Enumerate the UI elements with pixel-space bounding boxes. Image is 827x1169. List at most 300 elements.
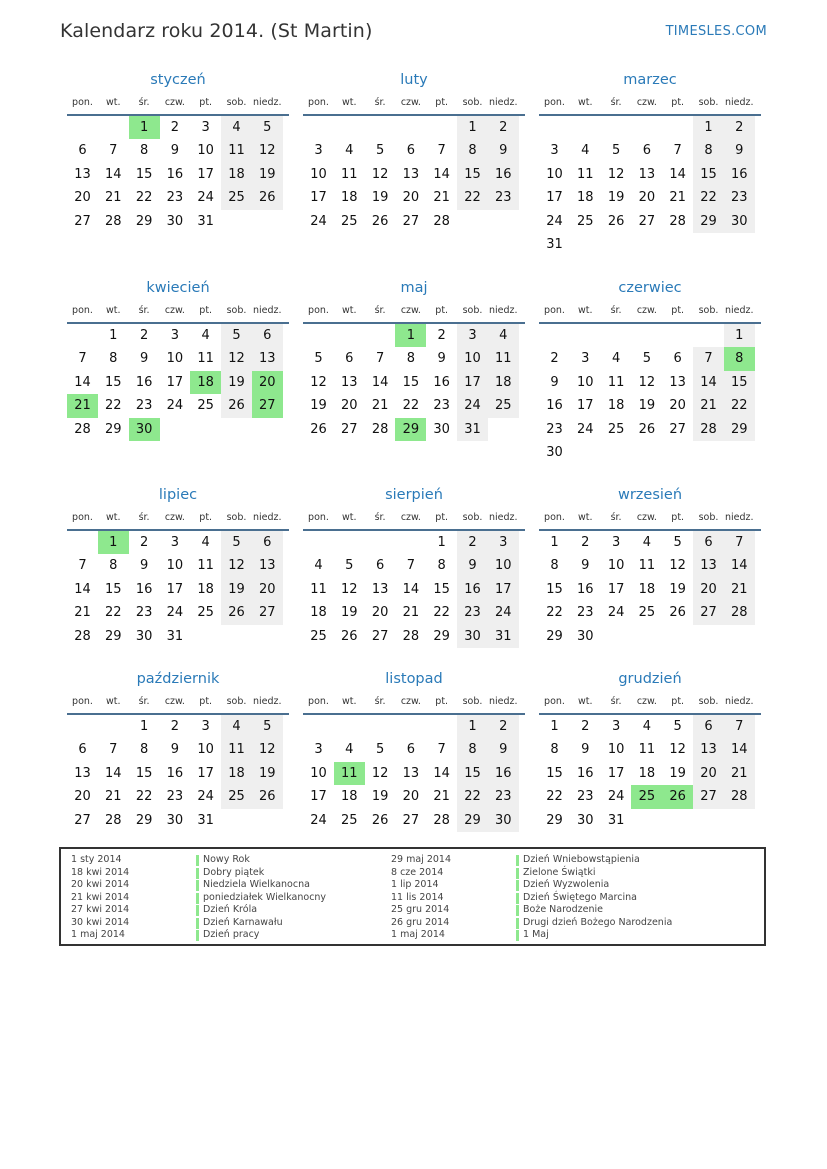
weekday-header: sob.	[698, 305, 719, 316]
day-cell: 30	[546, 445, 563, 460]
day-cell: 24	[310, 213, 327, 229]
day-cell: 16	[166, 765, 184, 781]
legend-date: 1 maj 2014	[391, 929, 445, 940]
weekday-header: pt.	[199, 305, 213, 316]
day-cell: 16	[488, 762, 519, 785]
legend-marker	[516, 918, 519, 929]
weekday-header: śr.	[138, 97, 150, 108]
day-cell: 29	[546, 812, 563, 828]
day-cell: 20	[252, 371, 283, 394]
day-cell: 29	[135, 213, 153, 229]
day-cell: 6	[345, 351, 354, 367]
day-cell: 18	[488, 371, 519, 394]
weekday-header: czw.	[400, 305, 421, 316]
day-cell: 21	[105, 789, 122, 805]
day-cell: 9	[139, 351, 149, 367]
day-cell: 27	[693, 785, 724, 808]
weekday-header: pt.	[435, 97, 449, 108]
day-cell: 14	[105, 765, 122, 781]
day-cell: 8	[139, 742, 149, 758]
day-cell: 14	[669, 166, 686, 182]
legend-date: 26 gru 2014	[391, 916, 450, 928]
day-cell: 14	[433, 765, 450, 781]
weekday-header: sob.	[698, 512, 719, 523]
day-cell: 20	[341, 398, 358, 414]
day-cell: 29	[457, 809, 488, 832]
weekday-header: śr.	[610, 305, 622, 316]
day-cell: 19	[341, 605, 358, 621]
day-cell: 22	[433, 605, 450, 621]
weekday-header: pon.	[308, 696, 329, 707]
day-cell: 26	[252, 785, 283, 808]
day-cell: 18	[638, 765, 656, 781]
day-cell: 10	[577, 374, 594, 390]
legend-marker	[196, 930, 199, 941]
day-cell: 3	[611, 719, 621, 734]
weekday-header: niedz.	[725, 305, 754, 316]
day-cell: 5	[314, 351, 323, 367]
day-cell: 27	[669, 421, 686, 437]
legend-holiday-name: Niedziela Wielkanocna	[203, 879, 310, 890]
weekday-header: pt.	[671, 305, 685, 316]
weekday-header: wt.	[106, 512, 121, 523]
day-cell: 28	[74, 628, 91, 644]
day-cell: 21	[433, 789, 450, 805]
day-cell: 9	[457, 554, 488, 577]
legend-holiday-name: Dzień pracy	[203, 929, 260, 940]
day-cell: 15	[457, 762, 488, 785]
day-cell: 27	[341, 421, 358, 437]
day-cell: 11	[221, 738, 252, 761]
day-cell: 2	[488, 715, 519, 738]
weekday-header: czw.	[164, 696, 185, 707]
legend-holiday-name: Dobry piątek	[203, 866, 265, 878]
day-cell: 24	[166, 398, 184, 414]
day-cell: 11	[341, 166, 358, 182]
day-cell: 26	[607, 213, 625, 229]
day-cell: 18	[341, 190, 358, 206]
day-cell: 8	[550, 558, 559, 574]
day-cell: 30	[577, 628, 594, 644]
day-cell: 27	[252, 601, 283, 624]
day-cell: 23	[135, 398, 153, 414]
day-cell: 3	[611, 535, 621, 550]
day-cell: 5	[252, 715, 283, 738]
day-cell: 12	[221, 554, 252, 577]
day-cell: 11	[197, 558, 214, 574]
day-cell: 1	[693, 116, 724, 139]
day-cell: 9	[170, 742, 180, 758]
day-cell: 12	[310, 374, 327, 390]
weekday-header: niedz.	[725, 696, 754, 707]
day-cell: 2	[581, 535, 590, 550]
page-title: Kalendarz roku 2014. (St Martin)	[60, 20, 373, 42]
weekday-header: wt.	[578, 696, 593, 707]
day-cell: 4	[221, 116, 252, 139]
day-cell: 8	[109, 351, 118, 367]
day-cell: 4	[345, 143, 354, 159]
day-cell: 3	[170, 328, 180, 343]
day-cell: 26	[252, 186, 283, 209]
day-cell: 19	[371, 789, 389, 805]
weekday-header: niedz.	[725, 512, 754, 523]
day-cell: 19	[607, 190, 625, 206]
month-name: lipiec	[158, 487, 198, 503]
day-cell: 27	[74, 213, 91, 229]
day-cell: 5	[611, 143, 621, 159]
day-cell: 30	[724, 210, 755, 233]
day-cell: 28	[724, 601, 755, 624]
day-cell: 22	[135, 190, 153, 206]
weekday-header: śr.	[374, 512, 386, 523]
day-cell: 27	[252, 394, 283, 417]
day-cell: 18	[341, 789, 358, 805]
day-cell: 15	[433, 581, 450, 597]
legend-marker	[196, 893, 199, 904]
day-cell: 7	[673, 143, 682, 159]
day-cell: 19	[310, 398, 327, 414]
weekday-header: śr.	[138, 512, 150, 523]
day-cell: 1	[457, 116, 488, 139]
day-cell: 1	[724, 324, 755, 347]
day-cell: 13	[74, 166, 91, 182]
day-cell: 28	[402, 628, 420, 644]
day-cell: 16	[488, 163, 519, 186]
day-cell: 12	[371, 166, 389, 182]
day-cell: 11	[638, 558, 656, 574]
day-cell: 10	[546, 166, 563, 182]
day-cell: 6	[406, 143, 416, 159]
day-cell: 9	[581, 558, 590, 574]
weekday-header: śr.	[374, 97, 386, 108]
weekday-header: pt.	[435, 696, 449, 707]
weekday-header: pt.	[199, 696, 213, 707]
day-cell: 3	[314, 742, 323, 758]
weekday-header: czw.	[636, 305, 657, 316]
day-cell: 20	[74, 789, 91, 805]
weekday-header: śr.	[374, 305, 386, 316]
day-cell: 17	[457, 371, 488, 394]
day-cell: 16	[433, 374, 450, 390]
day-cell: 24	[577, 421, 594, 437]
day-cell: 23	[724, 186, 755, 209]
day-cell: 22	[105, 398, 122, 414]
weekday-header: niedz.	[253, 305, 282, 316]
day-cell: 25	[197, 605, 214, 621]
day-cell: 8	[724, 347, 755, 370]
day-cell: 17	[488, 578, 519, 601]
month-name: luty	[400, 72, 428, 88]
legend-holiday-name: Zielone Świątki	[523, 866, 596, 878]
day-cell: 25	[607, 421, 625, 437]
day-cell: 1	[395, 324, 426, 347]
day-cell: 2	[139, 328, 149, 343]
day-cell: 7	[78, 351, 87, 367]
day-cell: 16	[166, 166, 184, 182]
day-cell: 9	[488, 139, 519, 162]
day-cell: 10	[310, 765, 327, 781]
day-cell: 1	[98, 531, 129, 554]
day-cell: 1	[129, 116, 160, 139]
day-cell: 25	[221, 186, 252, 209]
day-cell: 4	[345, 742, 354, 758]
weekday-header: pon.	[308, 97, 329, 108]
weekday-header: śr.	[610, 512, 622, 523]
day-cell: 5	[375, 742, 385, 758]
weekday-header: wt.	[342, 97, 357, 108]
day-cell: 2	[170, 120, 180, 135]
weekday-header: czw.	[400, 512, 421, 523]
day-cell: 12	[252, 139, 283, 162]
legend-holiday-name: Dzień Karnawału	[203, 916, 283, 928]
legend-marker	[516, 880, 519, 891]
day-cell: 5	[642, 351, 652, 367]
day-cell: 5	[252, 116, 283, 139]
day-cell: 11	[221, 139, 252, 162]
day-cell: 5	[221, 531, 252, 554]
day-cell: 17	[607, 581, 625, 597]
day-cell: 28	[74, 421, 91, 437]
day-cell: 7	[109, 742, 118, 758]
day-cell: 10	[310, 166, 327, 182]
day-cell: 26	[221, 394, 252, 417]
day-cell: 13	[371, 581, 389, 597]
weekday-header: śr.	[138, 305, 150, 316]
weekday-header: czw.	[164, 305, 185, 316]
day-cell: 20	[693, 578, 724, 601]
day-cell: 12	[669, 558, 686, 574]
day-cell: 10	[457, 347, 488, 370]
day-cell: 1	[457, 715, 488, 738]
month-name: czerwiec	[618, 280, 682, 296]
day-cell: 25	[341, 213, 358, 229]
day-cell: 28	[433, 812, 450, 828]
day-cell: 19	[669, 581, 686, 597]
day-cell: 17	[310, 190, 327, 206]
day-cell: 31	[488, 625, 519, 648]
legend-date: 30 kwi 2014	[71, 916, 130, 928]
day-cell: 3	[314, 143, 323, 159]
day-cell: 6	[252, 324, 283, 347]
weekday-header: pon.	[544, 512, 565, 523]
weekday-header: sob.	[226, 696, 247, 707]
day-cell: 26	[662, 785, 693, 808]
legend-date: 11 lis 2014	[391, 891, 444, 903]
day-cell: 10	[488, 554, 519, 577]
day-cell: 6	[693, 715, 724, 738]
day-cell: 17	[607, 765, 625, 781]
legend-marker	[196, 918, 199, 929]
day-cell: 23	[488, 785, 519, 808]
legend-date: 20 kwi 2014	[71, 879, 130, 890]
day-cell: 4	[314, 558, 323, 574]
day-cell: 29	[724, 418, 755, 441]
day-cell: 27	[371, 628, 389, 644]
day-cell: 30	[166, 812, 184, 828]
weekday-header: wt.	[342, 305, 357, 316]
day-cell: 13	[669, 374, 686, 390]
day-cell: 29	[105, 421, 122, 437]
day-cell: 2	[437, 328, 446, 343]
day-cell: 25	[197, 398, 214, 414]
day-cell: 18	[221, 163, 252, 186]
day-cell: 29	[105, 628, 122, 644]
day-cell: 24	[310, 812, 327, 828]
day-cell: 14	[693, 371, 724, 394]
day-cell: 20	[402, 190, 420, 206]
weekday-header: pon.	[72, 512, 93, 523]
day-cell: 9	[139, 558, 149, 574]
day-cell: 3	[201, 719, 210, 734]
weekday-header: pt.	[671, 696, 685, 707]
day-cell: 6	[252, 531, 283, 554]
day-cell: 7	[109, 143, 118, 159]
weekday-header: sob.	[462, 512, 483, 523]
day-cell: 1	[139, 719, 149, 734]
legend-date: 18 kwi 2014	[71, 866, 130, 878]
weekday-header: pt.	[435, 512, 449, 523]
weekday-header: sob.	[462, 696, 483, 707]
day-cell: 15	[105, 374, 122, 390]
day-cell: 25	[638, 605, 656, 621]
day-cell: 26	[638, 421, 656, 437]
weekday-header: pon.	[72, 97, 93, 108]
day-cell: 26	[310, 421, 327, 437]
weekday-header: niedz.	[253, 512, 282, 523]
weekday-header: niedz.	[489, 696, 518, 707]
legend-holiday-name: Dzień Wyzwolenia	[523, 879, 610, 890]
legend-marker	[516, 905, 519, 916]
day-cell: 14	[724, 738, 755, 761]
day-cell: 7	[724, 531, 755, 554]
day-cell: 29	[433, 628, 450, 644]
weekday-header: czw.	[636, 512, 657, 523]
day-cell: 3	[488, 531, 519, 554]
weekday-header: sob.	[462, 305, 483, 316]
day-cell: 14	[402, 581, 420, 597]
day-cell: 6	[642, 143, 652, 159]
day-cell: 8	[457, 738, 488, 761]
brand-link[interactable]: TIMESLES.COM	[665, 24, 767, 39]
day-cell: 21	[724, 578, 755, 601]
day-cell: 4	[581, 143, 590, 159]
day-cell: 6	[375, 558, 385, 574]
day-cell: 17	[577, 398, 594, 414]
day-cell: 18	[197, 581, 214, 597]
day-cell: 31	[197, 213, 214, 229]
day-cell: 21	[105, 190, 122, 206]
weekday-header: sob.	[462, 97, 483, 108]
day-cell: 6	[673, 351, 682, 367]
weekday-header: wt.	[106, 97, 121, 108]
day-cell: 10	[166, 558, 184, 574]
day-cell: 12	[371, 765, 389, 781]
day-cell: 19	[371, 190, 389, 206]
day-cell: 17	[310, 789, 327, 805]
day-cell: 29	[395, 418, 426, 441]
day-cell: 20	[252, 578, 283, 601]
day-cell: 18	[190, 371, 221, 394]
day-cell: 27	[74, 812, 91, 828]
day-cell: 11	[488, 347, 519, 370]
day-cell: 12	[252, 738, 283, 761]
day-cell: 23	[166, 190, 184, 206]
legend-date: 21 kwi 2014	[71, 891, 130, 903]
day-cell: 15	[135, 765, 153, 781]
day-cell: 23	[135, 605, 153, 621]
day-cell: 23	[577, 789, 594, 805]
day-cell: 15	[724, 371, 755, 394]
day-cell: 8	[406, 351, 416, 367]
day-cell: 24	[607, 789, 625, 805]
day-cell: 26	[341, 628, 358, 644]
day-cell: 6	[406, 742, 416, 758]
legend-date: 29 maj 2014	[391, 854, 452, 865]
weekday-header: pon.	[544, 97, 565, 108]
day-cell: 27	[402, 812, 420, 828]
day-cell: 11	[638, 742, 656, 758]
day-cell: 2	[139, 535, 149, 550]
day-cell: 31	[166, 628, 184, 644]
day-cell: 18	[577, 190, 594, 206]
day-cell: 25	[221, 785, 252, 808]
day-cell: 10	[166, 351, 184, 367]
weekday-header: niedz.	[489, 512, 518, 523]
day-cell: 16	[135, 374, 153, 390]
day-cell: 9	[581, 742, 590, 758]
day-cell: 25	[310, 628, 327, 644]
day-cell: 5	[673, 535, 682, 550]
day-cell: 7	[724, 715, 755, 738]
day-cell: 8	[550, 742, 559, 758]
legend-holiday-name: Dzień Króla	[203, 904, 258, 915]
weekday-header: wt.	[578, 97, 593, 108]
day-cell: 29	[546, 628, 563, 644]
day-cell: 4	[201, 535, 210, 550]
day-cell: 13	[402, 166, 420, 182]
day-cell: 3	[170, 535, 180, 550]
day-cell: 26	[371, 213, 389, 229]
day-cell: 14	[105, 166, 122, 182]
day-cell: 23	[433, 398, 450, 414]
weekday-header: sob.	[698, 97, 719, 108]
day-cell: 19	[221, 371, 252, 394]
day-cell: 28	[669, 213, 686, 229]
day-cell: 21	[693, 394, 724, 417]
day-cell: 3	[201, 120, 210, 135]
day-cell: 20	[638, 190, 656, 206]
day-cell: 4	[488, 324, 519, 347]
weekday-header: czw.	[400, 97, 421, 108]
day-cell: 24	[457, 394, 488, 417]
weekday-header: pt.	[199, 512, 213, 523]
month-name: grudzień	[618, 671, 682, 687]
month-name: listopad	[385, 671, 443, 687]
day-cell: 17	[197, 166, 214, 182]
day-cell: 27	[402, 213, 420, 229]
weekday-header: niedz.	[489, 97, 518, 108]
day-cell: 24	[607, 605, 625, 621]
weekday-header: śr.	[374, 696, 386, 707]
day-cell: 8	[693, 139, 724, 162]
day-cell: 11	[197, 351, 214, 367]
day-cell: 2	[724, 116, 755, 139]
day-cell: 13	[402, 765, 420, 781]
day-cell: 24	[546, 213, 563, 229]
weekday-header: niedz.	[489, 305, 518, 316]
day-cell: 23	[457, 601, 488, 624]
day-cell: 28	[693, 418, 724, 441]
